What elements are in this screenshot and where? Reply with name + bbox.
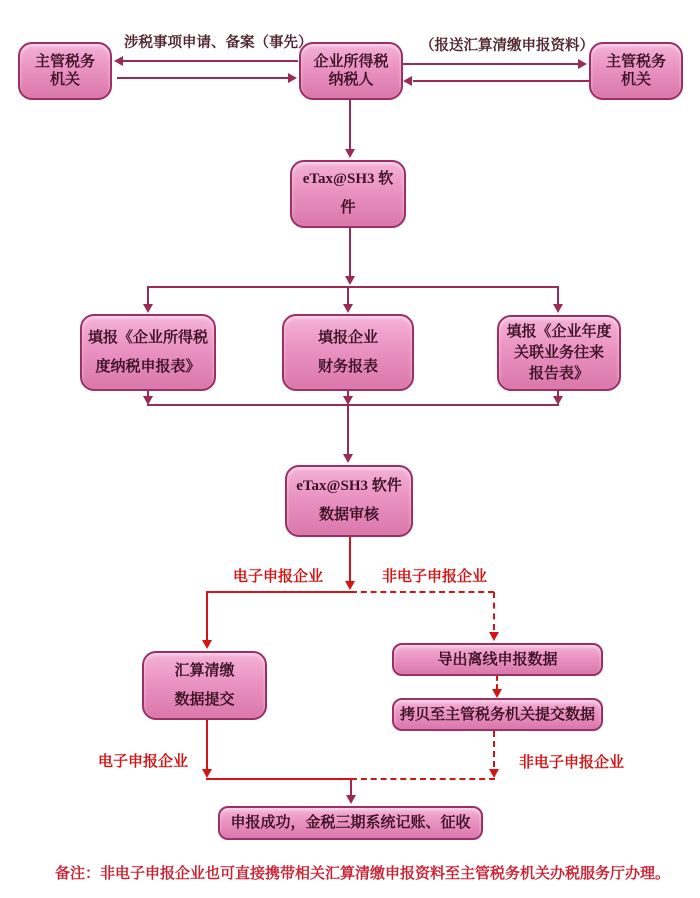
connector-right-authority-to-taxpayer	[413, 80, 589, 82]
node-text: 关联业务往来	[513, 344, 604, 361]
node-text: 汇算清缴	[174, 662, 235, 679]
label-electronic-filer-bottom: 电子申报企业	[98, 754, 189, 770]
node-text: 填报《企业年度	[506, 323, 612, 340]
label-non-electronic-filer-bottom: 非电子申报企业	[519, 755, 625, 771]
connector-to-export-dashed	[493, 592, 495, 630]
node-text: 财务报表	[317, 358, 378, 375]
connector-etax-to-split	[349, 228, 351, 276]
node-text: 纳税人	[328, 72, 374, 88]
node-text: 填报《企业所得税	[87, 329, 208, 346]
connector-split-to-annual-return	[147, 287, 149, 304]
node-text: 填报企业	[317, 329, 378, 346]
connector-left-authority-to-taxpayer	[117, 77, 289, 79]
arrowhead-down-icon	[346, 795, 356, 804]
arrowhead-down-icon	[345, 581, 355, 590]
node-text: 主管税务	[34, 54, 95, 70]
node-text: 主管税务	[605, 54, 666, 70]
node-etax-software	[290, 160, 406, 228]
node-text: 数据提交	[174, 691, 235, 708]
arrowhead-down-icon	[489, 769, 499, 778]
connector-branch-bar-right-dashed	[351, 591, 494, 593]
connector-split-to-related-party	[557, 287, 559, 304]
connector-taxpayer-to-right-authority	[403, 63, 579, 65]
connector-branch-bar-left	[206, 591, 351, 593]
arrowhead-down-icon	[492, 689, 502, 698]
connector-taxpayer-to-etax	[349, 100, 351, 150]
connector-bottom-bar-right-dashed	[351, 778, 495, 780]
node-fill-financial-statements	[282, 314, 414, 391]
connector-settlement-down	[206, 720, 208, 770]
node-text: 申报成功，金税三期系统记账、征收	[230, 815, 471, 831]
node-declaration-success	[218, 806, 483, 840]
label-submit-settlement-materials: （报送汇算清缴申报资料）	[420, 38, 594, 54]
node-text: 企业所得税	[313, 54, 389, 70]
node-text: 拷贝至主管税务机关提交数据	[399, 706, 595, 723]
connector-to-settlement-submit	[206, 592, 208, 640]
arrowhead-down-icon	[489, 632, 499, 641]
connector-split-bar-top	[147, 286, 559, 288]
arrowhead-down-icon	[143, 304, 153, 313]
connector-converge-to-review	[347, 406, 349, 454]
connector-to-success	[350, 780, 352, 795]
node-text: 件	[340, 200, 356, 216]
arrowhead-down-icon	[345, 276, 355, 285]
connector-export-to-copy-dashed	[496, 676, 498, 689]
node-etax-data-review	[285, 465, 413, 537]
node-text: 机关	[49, 72, 80, 88]
arrowhead-down-icon	[343, 454, 353, 463]
arrowhead-down-icon	[343, 304, 353, 313]
arrowhead-down-icon	[202, 769, 212, 778]
footnote: 备注：非电子申报企业也可直接携带相关汇算清缴申报资料至主管税务机关办税服务厅办理。	[55, 866, 671, 882]
node-tax-authority-right	[589, 42, 683, 100]
node-taxpayer	[299, 42, 403, 100]
node-settlement-data-submit	[142, 651, 267, 720]
connector-review-to-branch	[349, 537, 351, 581]
connector-split-to-financial	[347, 287, 349, 304]
node-tax-authority-left	[18, 42, 112, 100]
label-non-electronic-filer-top: 非电子申报企业	[382, 569, 488, 585]
label-pre-filing: 涉税事项申请、备案（事先）	[124, 35, 313, 51]
connector-converge-bar	[147, 404, 559, 406]
node-text: 导出离线申报数据	[437, 651, 558, 668]
node-text: 度纳税申报表》	[95, 358, 201, 375]
node-text: 报告表》	[528, 365, 589, 382]
arrowhead-left-icon	[403, 76, 412, 86]
connector-copy-down-dashed	[493, 731, 495, 767]
node-copy-to-tax-authority	[392, 698, 603, 731]
arrowhead-down-icon	[553, 304, 563, 313]
connector-bottom-bar-left	[206, 778, 351, 780]
node-export-offline-data	[392, 643, 603, 676]
connector-taxpayer-to-left-authority	[123, 60, 298, 62]
node-text: eTax@SH3 软	[302, 171, 394, 187]
node-text: eTax@SH3 软件	[296, 478, 402, 494]
node-text: 机关	[620, 72, 651, 88]
arrowhead-right-icon	[578, 59, 587, 69]
label-electronic-filer-top: 电子申报企业	[233, 569, 324, 585]
node-text: 数据审核	[318, 507, 379, 523]
arrowhead-right-icon	[288, 73, 297, 83]
node-fill-related-party-report	[497, 315, 621, 391]
arrowhead-left-icon	[114, 56, 123, 66]
arrowhead-down-icon	[202, 640, 212, 649]
arrowhead-down-icon	[345, 149, 355, 158]
node-fill-annual-return	[80, 314, 216, 391]
